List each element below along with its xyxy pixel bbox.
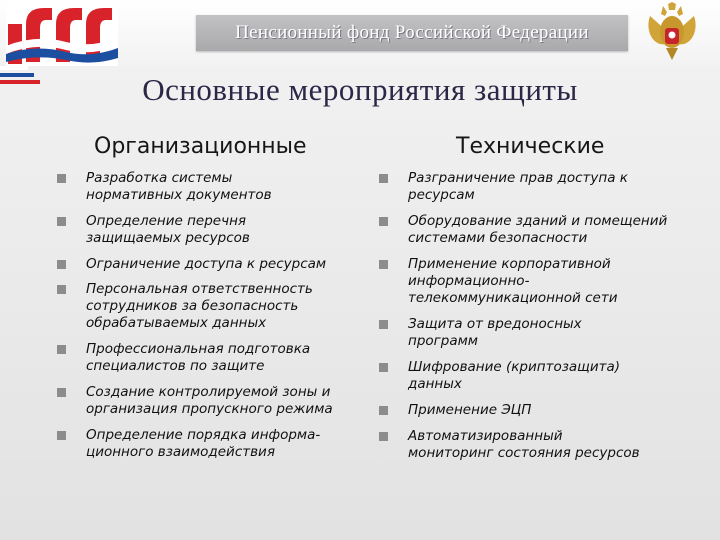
list-item-text: Создание контролируемой зоны и — [86, 384, 331, 400]
square-bullet-icon — [379, 432, 388, 441]
list-item — [379, 402, 714, 419]
pfr-logo-icon — [6, 2, 118, 66]
right-column-heading: Технические — [456, 134, 605, 159]
list-item-text: ресурсам — [408, 187, 475, 203]
square-bullet-icon — [57, 388, 66, 397]
list-item — [57, 256, 377, 273]
banner — [196, 15, 628, 51]
list-item — [379, 170, 714, 204]
list-item — [57, 170, 377, 204]
left-column-heading: Организационные — [94, 134, 307, 159]
list-item-text: Применение корпоративной — [408, 256, 611, 272]
square-bullet-icon — [57, 345, 66, 354]
list-item-text: организация пропускного режима — [86, 401, 333, 417]
slide-title: Основные мероприятия защиты — [142, 72, 578, 107]
list-item — [57, 281, 377, 332]
list-item-text: Защита от вредоносных — [408, 316, 582, 332]
square-bullet-icon — [379, 217, 388, 226]
header-bar — [0, 0, 720, 66]
square-bullet-icon — [379, 320, 388, 329]
list-item-text: Разработка системы — [86, 170, 233, 186]
list-item — [57, 341, 377, 375]
organizational-measures-list — [57, 170, 377, 461]
square-bullet-icon — [57, 285, 66, 294]
list-item-text: ционного взаимодействия — [86, 444, 275, 460]
list-item-text: Шифрование (криптозащита) — [408, 359, 621, 375]
list-item — [379, 428, 714, 462]
list-item-text: телекоммуникационной сети — [408, 290, 618, 306]
list-item-text: сотрудников за безопасность — [86, 298, 299, 314]
square-bullet-icon — [57, 431, 66, 440]
list-item-text: информационно- — [408, 273, 530, 289]
list-item — [379, 256, 714, 307]
list-item — [379, 359, 714, 393]
list-item-text: обрабатываемых данных — [86, 315, 267, 331]
list-item-text: Определение перечня — [86, 213, 247, 229]
list-item-text: Ограничение доступа к ресурсам — [86, 256, 327, 272]
list-item-text: Применение ЭЦП — [408, 402, 532, 418]
square-bullet-icon — [57, 260, 66, 269]
list-item-text: Автоматизированный — [408, 428, 563, 444]
list-item — [57, 427, 377, 461]
square-bullet-icon — [379, 363, 388, 372]
square-bullet-icon — [57, 217, 66, 226]
square-bullet-icon — [379, 406, 388, 415]
list-item-text: Разграничение прав доступа к — [408, 170, 628, 186]
list-item — [57, 213, 377, 247]
list-item-text: системами безопасности — [408, 230, 588, 246]
list-item — [379, 316, 714, 350]
list-item — [57, 384, 377, 418]
list-item-text: защищаемых ресурсов — [86, 230, 250, 246]
list-item-text: данных — [408, 376, 462, 392]
list-item-text: нормативных документов — [86, 187, 272, 203]
list-item-text: мониторинг состояния ресурсов — [408, 445, 640, 461]
banner-title: Пенсионный фонд Российской Федерации — [235, 22, 589, 43]
list-item-text: Оборудование зданий и помещений — [408, 213, 668, 229]
technical-measures-list — [379, 170, 714, 462]
list-item — [379, 213, 714, 247]
list-item-text: Персональная ответственность — [86, 281, 313, 297]
list-item-text: специалистов по защите — [86, 358, 265, 374]
square-bullet-icon — [379, 260, 388, 269]
list-item-text: программ — [408, 333, 478, 349]
list-item-text: Определение порядка информа- — [86, 427, 321, 443]
square-bullet-icon — [57, 174, 66, 183]
list-item-text: Профессиональная подготовка — [86, 341, 311, 357]
square-bullet-icon — [379, 174, 388, 183]
coat-of-arms-icon — [644, 2, 700, 64]
